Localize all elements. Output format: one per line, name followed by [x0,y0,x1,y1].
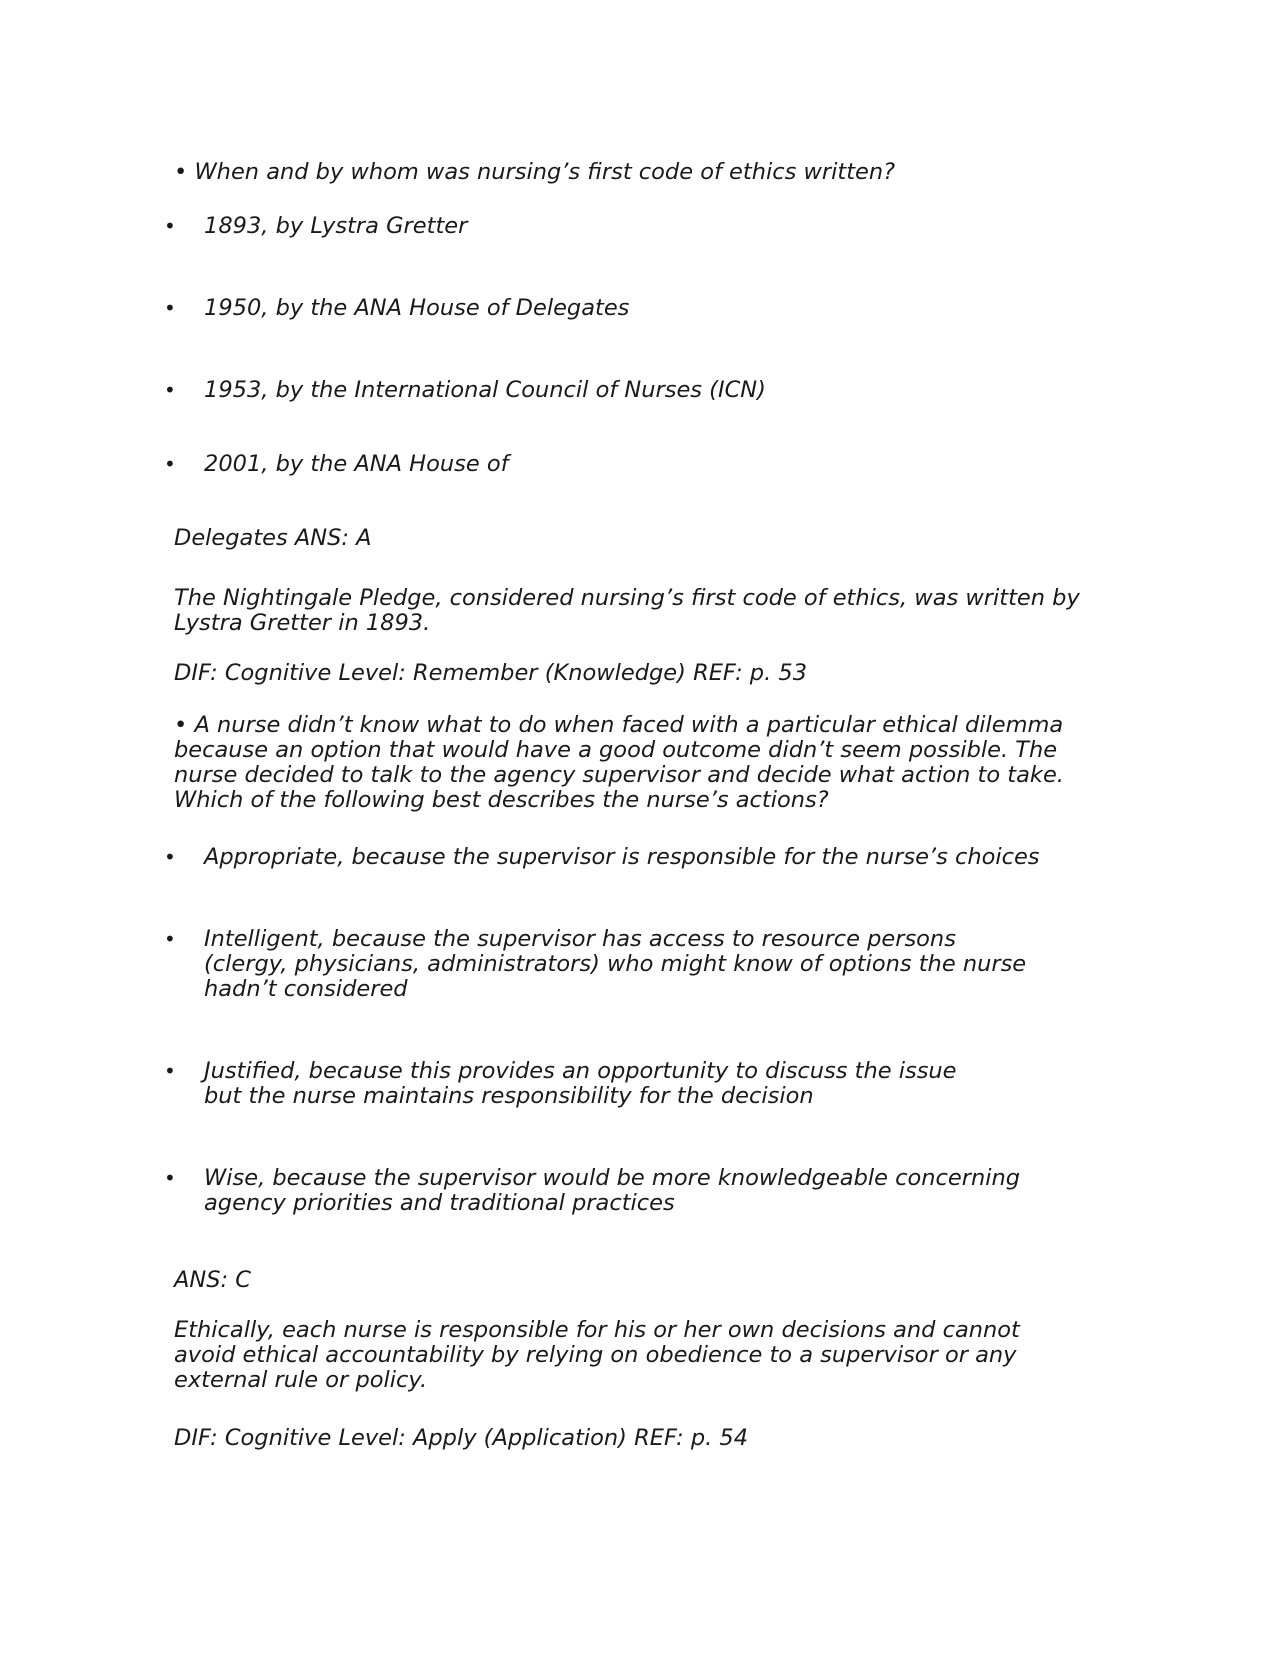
option-1b: 1950, by the ANA House of Delegates [204,295,630,321]
option-1b-bullet: • [164,296,176,320]
rationale-2: Ethically, each nurse is responsible for his or her own decisions and cannot avoid ethical accountability by relying on obedience to a supervisor or any external rule or policy. [174,1317,1020,1393]
option-2d: Wise, because the supervisor would be more knowledgeable concerning agency priorities and traditional practices [204,1165,1021,1216]
rationale-1: The Nightingale Pledge, considered nursing’s first code of ethics, was written by Lystra Gretter in 1893. [174,585,1080,636]
option-2c-bullet: • [164,1059,176,1083]
option-2a: Appropriate, because the supervisor is responsible for the nurse’s choices [204,844,1040,870]
option-2b: Intelligent, because the supervisor has access to resource persons (clergy, physicians, administrators) who might know of options the nurse hadn’t considered [204,926,1027,1002]
meta-1: DIF: Cognitive Level: Remember (Knowledge) REF: p. 53 [174,660,808,686]
option-1d: 2001, by the ANA House of [204,451,509,477]
option-1c: 1953, by the International Council of Nurses (ICN) [204,377,766,403]
option-1a: 1893, by Lystra Gretter [204,213,468,239]
question-1-stem-text: When and by whom was nursing’s first code of ethics written? [194,159,896,185]
question-2-stem [174,713,1114,813]
option-2a-bullet: • [164,845,176,869]
question-1-stem [174,160,1114,185]
option-1d-bullet: • [164,452,176,476]
answer-2: ANS: C [174,1267,251,1293]
question-1-bullet: • [174,159,188,185]
option-2d-bullet: • [164,1166,176,1190]
option-2b-bullet: • [164,927,176,951]
option-2c: Justified, because this provides an opportunity to discuss the issue but the nurse maintains responsibility for the decision [204,1058,957,1109]
question-2-bullet: • [174,712,188,738]
option-1c-bullet: • [164,378,176,402]
question-2-stem-text: A nurse didn’t know what to do when faced with a particular ethical dilemma because an option that would have a good outcome didn’t seem possible. The nurse decided to talk to the agency supervisor and decide what action to take. Which of the following best describes the nurse’s actions? [174,712,1064,813]
answer-1: Delegates ANS: A [174,525,372,551]
meta-2: DIF: Cognitive Level: Apply (Application) REF: p. 54 [174,1425,749,1451]
option-1a-bullet: • [164,214,176,238]
